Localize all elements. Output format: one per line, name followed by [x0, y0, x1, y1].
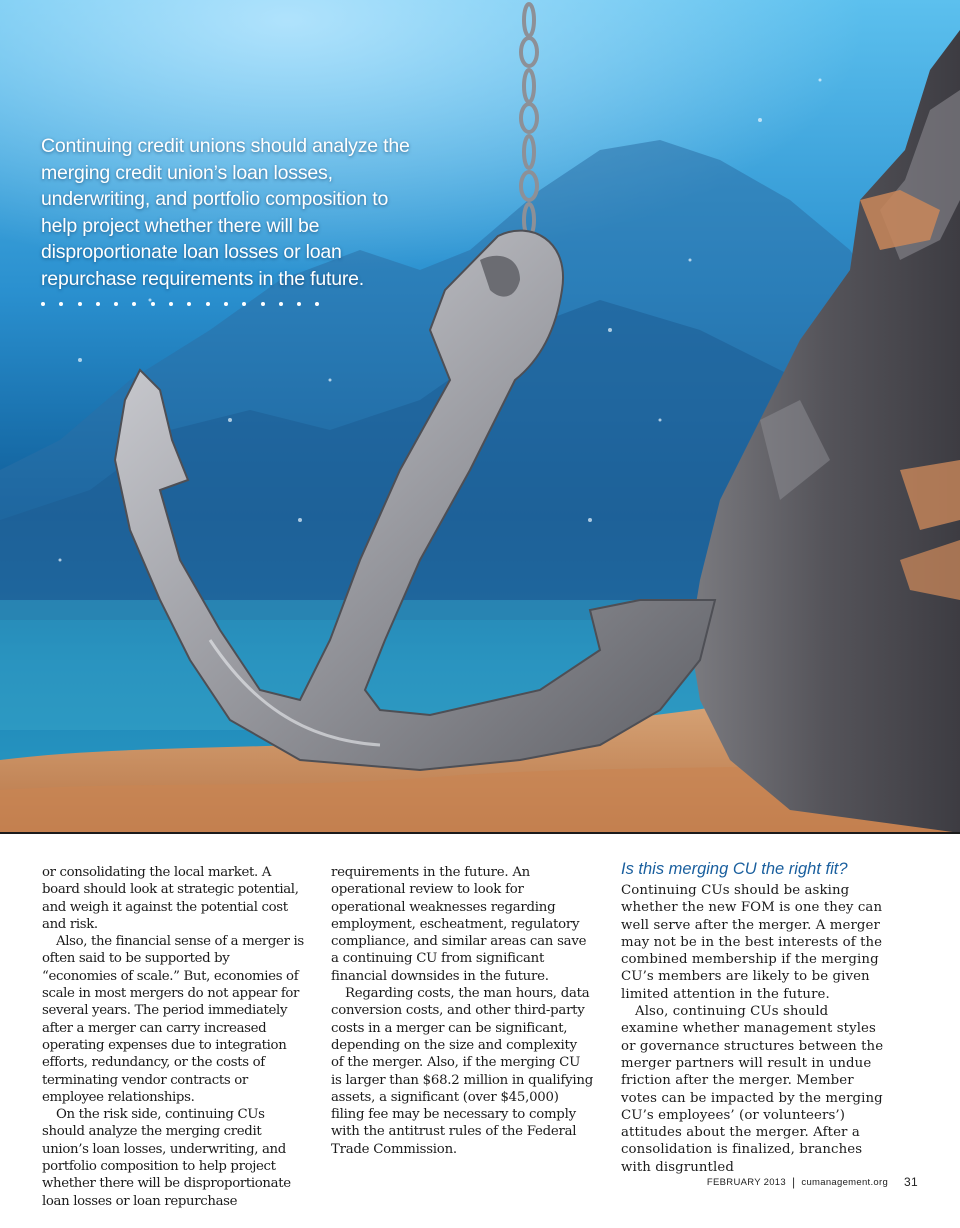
divider-dot [114, 302, 118, 306]
divider-dot [187, 302, 191, 306]
pull-quote: Continuing credit unions should analyze the merging credit union’s loan losses, underwriting, and portfolio composition to help project whether there will be disproportionate loan losses or loan repurchase requirements in the future. [41, 135, 410, 290]
divider-dot [132, 302, 136, 306]
divider-dot [261, 302, 265, 306]
image-bottom-rule [0, 832, 960, 834]
divider-dot [59, 302, 63, 306]
divider-dot [41, 302, 45, 306]
column-3-paragraph: Continuing CUs should be asking whether the new FOM is one they can well serve after the merger. A merger may not be in the best interests of the combined membership if the merging CU’s members are likely to be given limited attention in the future. [621, 883, 883, 1002]
divider-dot [279, 302, 283, 306]
column-3 [621, 858, 889, 1176]
divider-dot [242, 302, 246, 306]
divider-dot [169, 302, 173, 306]
column-2 [331, 864, 593, 1158]
page-number: 31 [904, 1175, 918, 1189]
column-2-paragraph: requirements in the future. An operational review to look for operational weaknesses regarding employment, escheatment, regulatory compliance, and similar areas can save a continuing CU from significant financial downsides in the future. [331, 865, 587, 984]
column-1-paragraph: Also, the financial sense of a merger is often said to be supported by “economies of scale.” But, economies of scale in most mergers do not appear for several years. The period immediately after a merger can carry increased operating expenses due to integration efforts, redundancy, or the costs of terminating vendor contracts or employee relationships. [42, 934, 304, 1105]
footer-separator: | [791, 1175, 796, 1189]
column-3-paragraph: Also, continuing CUs should examine whether management styles or governance structures between the merger partners will result in undue friction after the merger. Member votes can be impacted by the merging CU’s employees’ (or volunteers’) attitudes about the merger. After a consolidation is finalized, branches with disgruntled [621, 1004, 884, 1175]
column-1 [42, 864, 308, 1210]
column-1-paragraph: On the risk side, continuing CUs should analyze the merging credit union’s loan losses, underwriting, and portfolio composition to help project whether there will be disproportionate loan losses or loan repurchase [42, 1107, 291, 1209]
page-footer [707, 1175, 918, 1189]
divider-dot [297, 302, 301, 306]
divider-dot [206, 302, 210, 306]
divider-dot [315, 302, 319, 306]
column-1-paragraph: or consolidating the local market. A board should look at strategic potential, and weigh it against the potential cost and risk. [42, 865, 299, 932]
issue-date: FEBRUARY 2013 [706, 1176, 786, 1188]
website-link[interactable]: cumanagement.org [801, 1176, 889, 1188]
section-heading: Is this merging CU the right fit? [621, 860, 848, 878]
divider-dot [96, 302, 100, 306]
divider-dot [78, 302, 82, 306]
column-2-paragraph: Regarding costs, the man hours, data conversion costs, and other third-party costs in a merger can be significant, depending on the size and complexity of the merger. Also, if the merging CU is larger than $68.2 million in qualifying assets, a significant (over $45,000) filing fee may be necessary to comply with the antitrust rules of the Federal Trade Commission. [331, 986, 593, 1157]
divider-dot [151, 302, 155, 306]
divider-dot [224, 302, 228, 306]
pull-quote-dot-divider [41, 302, 319, 306]
